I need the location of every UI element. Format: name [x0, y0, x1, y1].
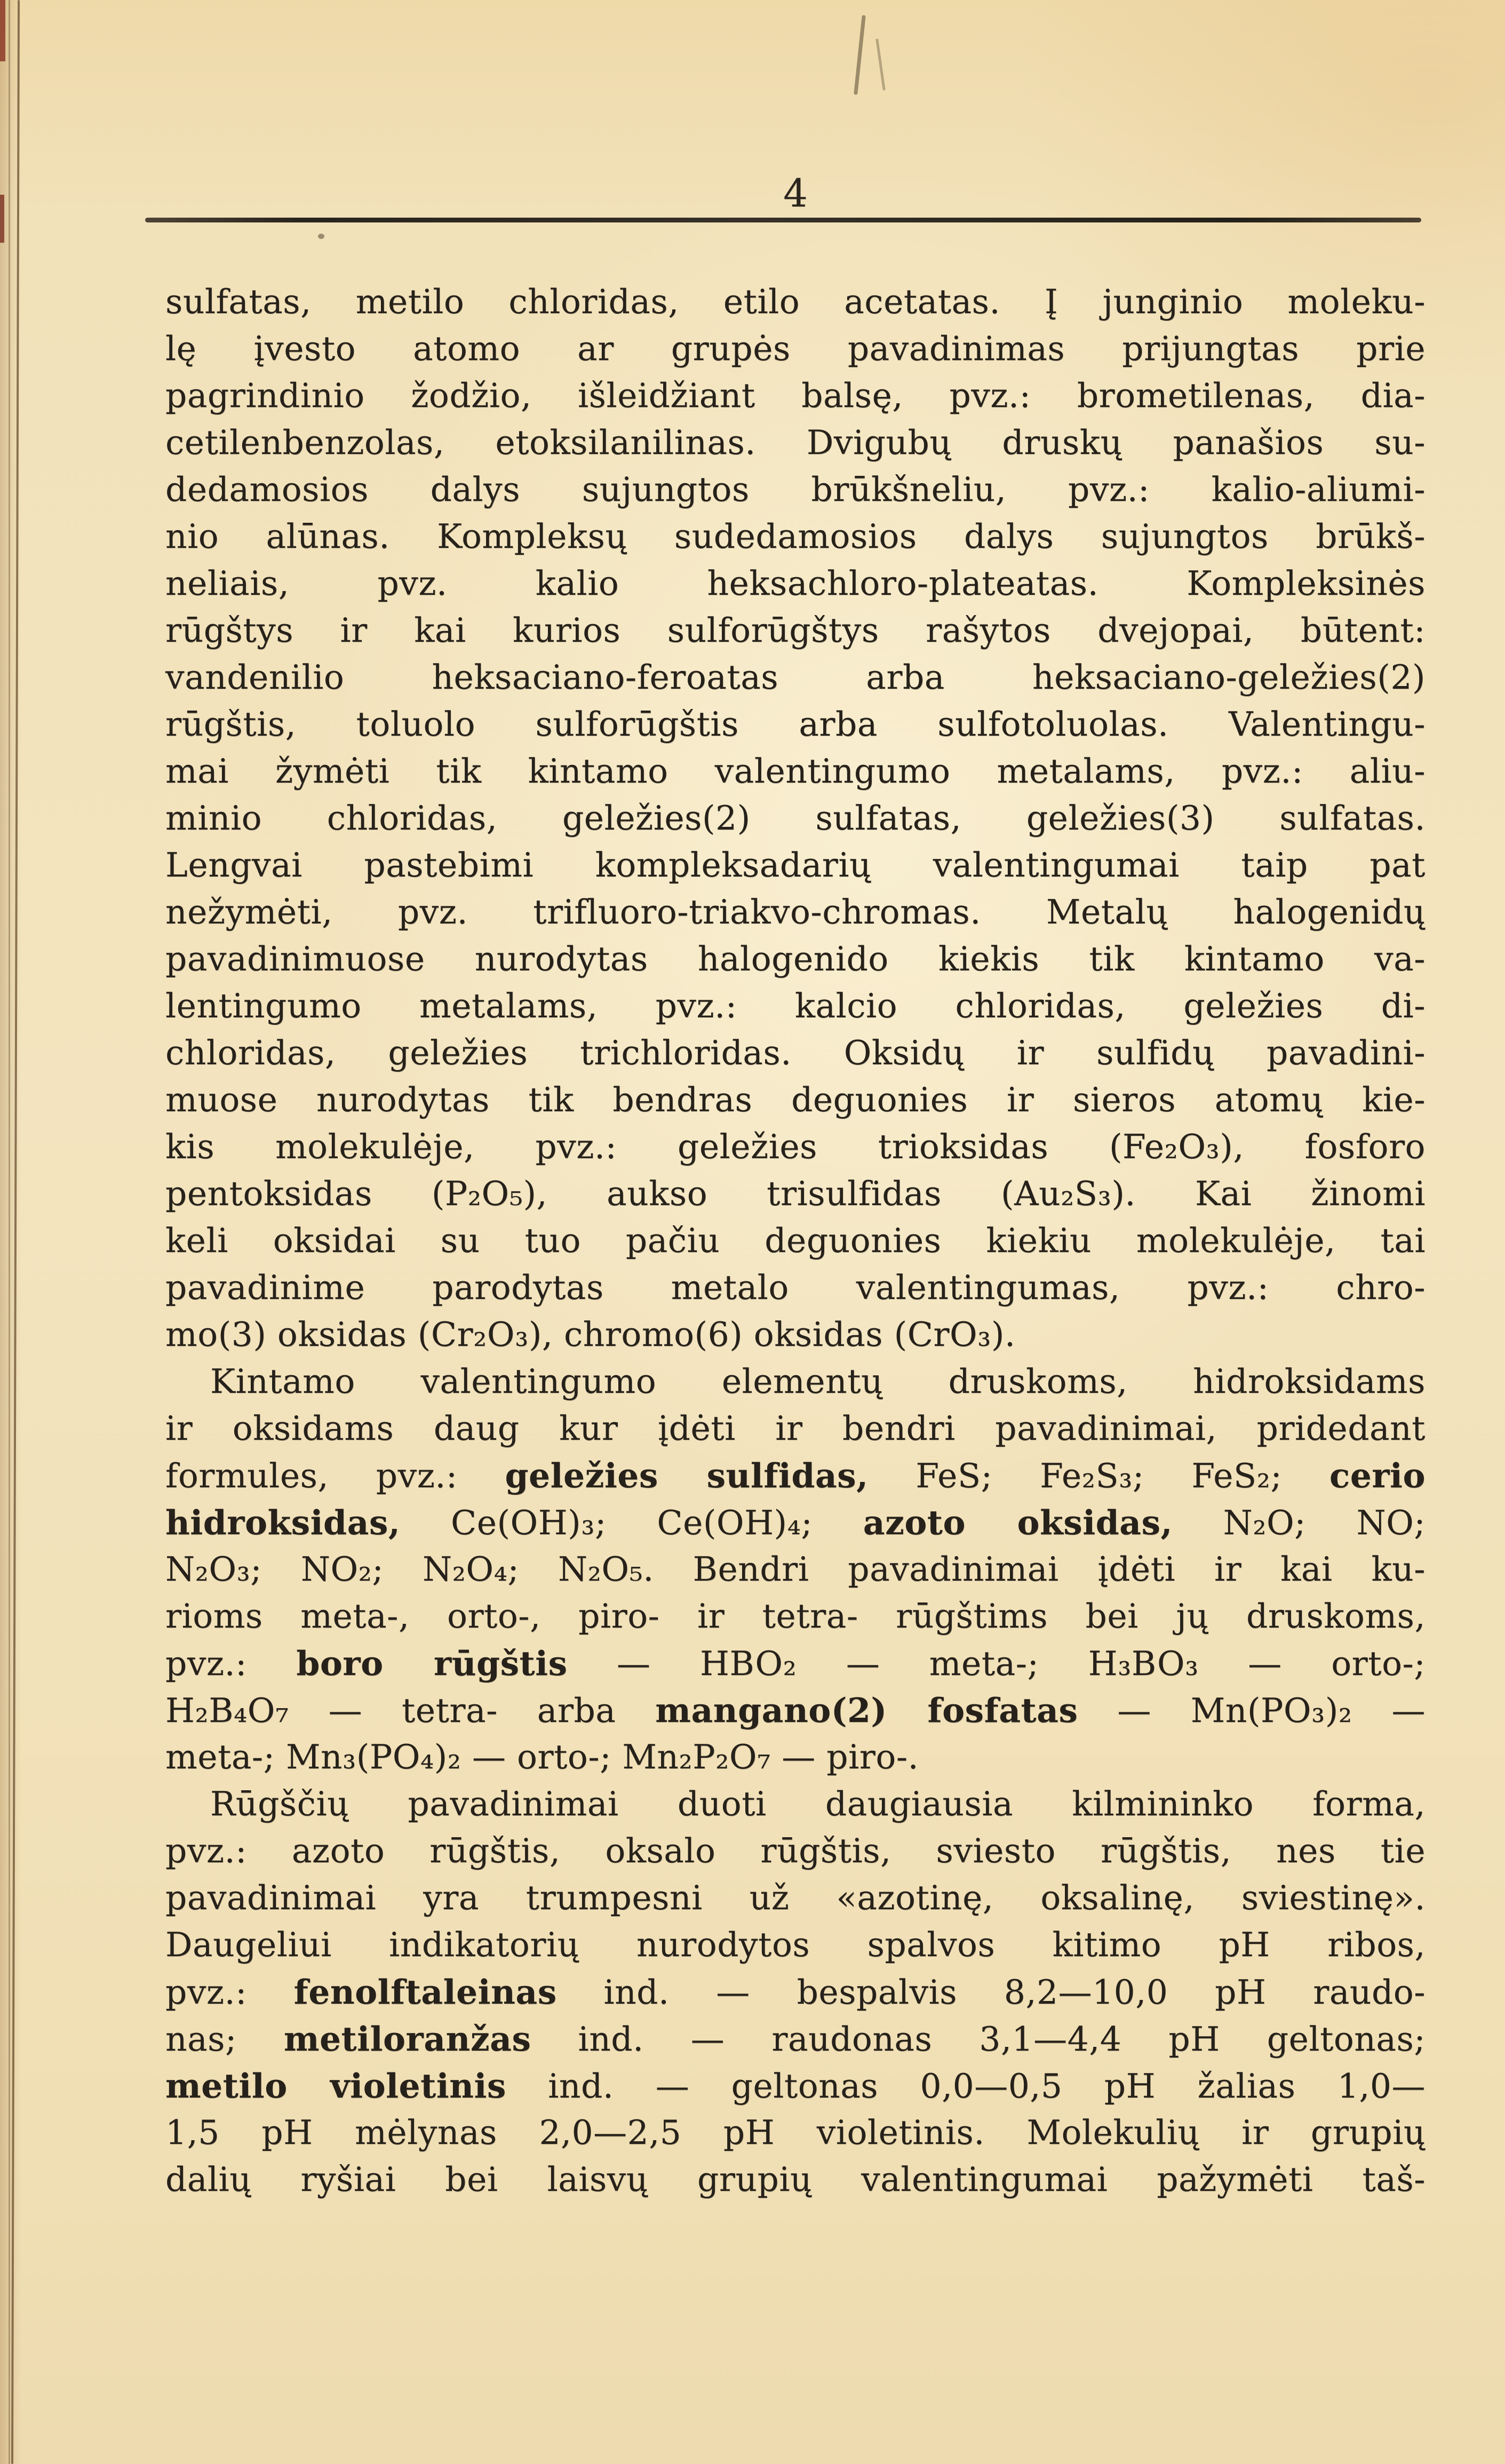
ink-speck	[318, 234, 324, 239]
text-segment: Kintamo valentingumo elementų druskoms, hidroksidams	[210, 1362, 1426, 1401]
text-segment: minio chloridas, geležies(2) sulfatas, geležies(3) sulfatas.	[165, 799, 1426, 838]
ink-smudge	[875, 38, 886, 91]
text-segment: N₂O₃; NO₂; N₂O₄; N₂O₅. Bendri pavadinimai įdėti ir kai ku-	[165, 1550, 1426, 1589]
text-line	[165, 278, 1426, 325]
text-line	[165, 748, 1426, 795]
text-line	[165, 325, 1426, 372]
text-line	[165, 936, 1426, 983]
text-line	[165, 1452, 1426, 1499]
text-segment: rioms meta-, orto-, piro- ir tetra- rūgštims bei jų druskoms,	[165, 1597, 1426, 1636]
text-segment: pvz.:	[165, 1973, 294, 2012]
text-segment: pvz.:	[165, 1644, 297, 1683]
text-line	[165, 842, 1426, 889]
text-segment: ind. — raudonas 3,1—4,4 pH geltonas;	[531, 2020, 1426, 2059]
text-line	[165, 1264, 1426, 1311]
text-line	[165, 1405, 1426, 1452]
text-line	[165, 2015, 1426, 2062]
text-segment: ind. — bespalvis 8,2—10,0 pH raudo-	[556, 1973, 1426, 2012]
page-edge-line	[9, 0, 10, 2464]
text-line	[165, 1734, 1426, 1781]
ink-smudge	[854, 15, 866, 95]
text-segment: nas;	[165, 2020, 284, 2059]
body-text	[165, 278, 1426, 2203]
bold-term: metiloranžas	[283, 2019, 531, 2059]
text-segment: mai žymėti tik kintamo valentingumo metalams, pvz.: aliu-	[165, 752, 1426, 791]
text-segment: pagrindinio žodžio, išleidžiant balsę, pvz.: brometilenas, dia-	[165, 376, 1426, 415]
text-segment: nežymėti, pvz. trifluoro-triakvo-chromas. Metalų halogenidų	[165, 892, 1426, 931]
text-segment: H₂B₄O₇ — tetra- arba	[165, 1691, 656, 1730]
bold-term: cerio	[1329, 1456, 1426, 1495]
text-segment: pavadinimai yra trumpesni už «azotinę, oksalinę, sviestinę».	[165, 1878, 1426, 1917]
bold-term: metilo violetinis	[165, 2066, 506, 2106]
bold-term: boro rūgštis	[296, 1644, 568, 1683]
text-segment: rūgštys ir kai kurios sulforūgštys rašytos dvejopai, būtent:	[165, 611, 1426, 650]
bold-term: fenolftaleinas	[293, 1972, 557, 2012]
bold-term: geležies sulfidas,	[505, 1456, 869, 1495]
text-line	[165, 1687, 1426, 1734]
text-segment: neliais, pvz. kalio heksachloro-plateatas. Kompleksinės	[165, 564, 1426, 603]
text-line	[165, 1968, 1426, 2015]
text-line	[165, 1781, 1426, 1828]
text-line	[165, 1123, 1426, 1170]
text-segment: lę įvesto atomo ar grupės pavadinimas prijungtas prie	[165, 329, 1426, 368]
text-line	[165, 1217, 1426, 1264]
scan-edge-mark	[0, 0, 5, 61]
text-line	[165, 1640, 1426, 1687]
text-segment: kis molekulėje, pvz.: geležies trioksidas (Fe₂O₃), fosforo	[165, 1127, 1426, 1166]
text-segment: pentoksidas (P₂O₅), aukso trisulfidas (Au₂S₃). Kai žinomi	[165, 1174, 1426, 1213]
text-segment: pavadinimuose nurodytas halogenido kiekis tik kintamo va-	[165, 939, 1426, 978]
page-number: 4	[783, 171, 808, 216]
text-line	[165, 513, 1426, 560]
text-segment: — HBO₂ — meta-; H₃BO₃ — orto-;	[567, 1644, 1426, 1683]
text-line	[165, 701, 1426, 748]
text-segment: chloridas, geležies trichloridas. Oksidų ir sulfidų pavadini-	[165, 1033, 1426, 1072]
text-line	[165, 983, 1426, 1030]
text-line	[165, 1828, 1426, 1875]
text-line	[165, 372, 1426, 419]
text-segment: — Mn(PO₃)₂ —	[1078, 1691, 1426, 1730]
text-segment: rūgštis, toluolo sulforūgštis arba sulfotoluolas. Valentingu-	[165, 705, 1426, 744]
text-line	[165, 1076, 1426, 1123]
text-segment: mo(3) oksidas (Cr₂O₃), chromo(6) oksidas (CrO₃).	[165, 1315, 1016, 1354]
text-line	[165, 2109, 1426, 2156]
text-line	[165, 1311, 1426, 1358]
text-line	[165, 466, 1426, 513]
text-line	[165, 607, 1426, 654]
text-segment: 1,5 pH mėlynas 2,0—2,5 pH violetinis. Molekulių ir grupių	[165, 2113, 1426, 2152]
text-segment: pvz.: azoto rūgštis, oksalo rūgštis, sviesto rūgštis, nes tie	[165, 1831, 1426, 1870]
text-line	[165, 1170, 1426, 1217]
text-segment: Lengvai pastebimi kompleksadarių valentingumai taip pat	[165, 846, 1426, 884]
scan-edge-mark	[0, 195, 4, 243]
text-line	[165, 560, 1426, 607]
text-line	[165, 2156, 1426, 2203]
text-segment: dedamosios dalys sujungtos brūkšneliu, pvz.: kalio-aliumi-	[165, 470, 1426, 509]
text-line	[165, 1875, 1426, 1921]
text-segment: muose nurodytas tik bendras deguonies ir sieros atomų kie-	[165, 1080, 1426, 1119]
header-rule	[145, 218, 1421, 222]
text-segment: meta-; Mn₃(PO₄)₂ — orto-; Mn₂P₂O₇ — piro-.	[165, 1737, 919, 1776]
bold-term: hidroksidas,	[165, 1503, 401, 1542]
text-line	[165, 1358, 1426, 1405]
text-segment: Ce(OH)₃; Ce(OH)₄;	[400, 1503, 863, 1542]
text-segment: cetilenbenzolas, etoksilanilinas. Dvigubų druskų panašios su-	[165, 423, 1426, 462]
bold-term: azoto oksidas,	[863, 1503, 1173, 1542]
text-segment: ind. — geltonas 0,0—0,5 pH žalias 1,0—	[506, 2067, 1426, 2106]
text-segment: sulfatas, metilo chloridas, etilo acetatas. Į junginio moleku-	[165, 282, 1426, 321]
text-line	[165, 654, 1426, 701]
text-line	[165, 1921, 1426, 1968]
bold-term: mangano(2) fosfatas	[655, 1690, 1078, 1730]
text-segment: ir oksidams daug kur įdėti ir bendri pavadinimai, pridedant	[165, 1409, 1426, 1448]
text-line	[165, 1499, 1426, 1546]
text-segment: dalių ryšiai bei laisvų grupių valentingumai pažymėti taš-	[165, 2160, 1426, 2199]
text-line	[165, 1593, 1426, 1640]
text-line	[165, 1030, 1426, 1076]
text-segment: pavadinime parodytas metalo valentingumas, pvz.: chro-	[165, 1268, 1426, 1307]
text-segment: lentingumo metalams, pvz.: kalcio chloridas, geležies di-	[165, 986, 1426, 1025]
text-segment: Daugeliui indikatorių nurodytos spalvos kitimo pH ribos,	[165, 1925, 1426, 1964]
text-line	[165, 889, 1426, 936]
text-segment: Rūgščių pavadinimai duoti daugiausia kilmininko forma,	[210, 1784, 1426, 1823]
text-line	[165, 419, 1426, 466]
text-line	[165, 795, 1426, 842]
text-line	[165, 2062, 1426, 2109]
text-segment: nio alūnas. Kompleksų sudedamosios dalys sujungtos brūkš-	[165, 517, 1426, 556]
text-segment: N₂O; NO;	[1172, 1503, 1426, 1542]
text-segment: formules, pvz.:	[165, 1456, 505, 1495]
text-segment: keli oksidai su tuo pačiu deguonies kiekiu molekulėje, tai	[165, 1221, 1426, 1260]
text-line	[165, 1546, 1426, 1593]
text-segment: FeS; Fe₂S₃; FeS₂;	[868, 1456, 1329, 1495]
text-segment: vandenilio heksaciano-feroatas arba heksaciano-geležies(2)	[165, 658, 1426, 697]
